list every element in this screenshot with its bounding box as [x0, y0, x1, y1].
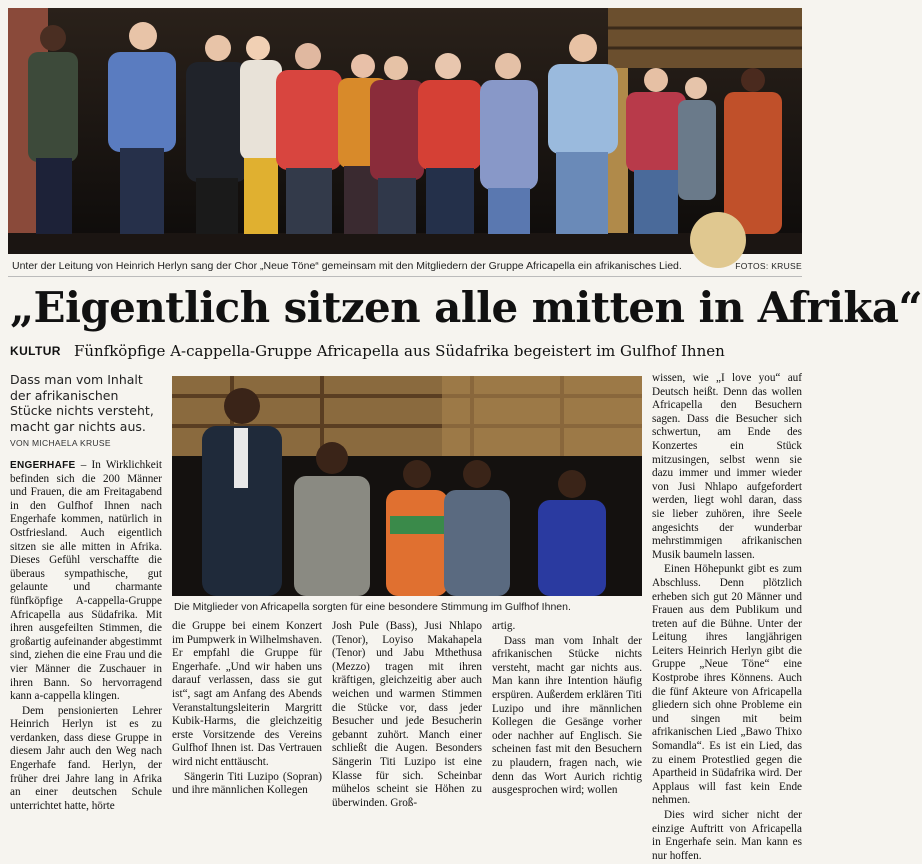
article-column-4	[492, 620, 642, 799]
rubric-label: KULTUR	[10, 343, 61, 358]
byline: VON MICHAELA KRUSE	[10, 438, 111, 448]
teaser: Dass man vom Inhalt der afrikanischen Stücke nichts versteht, macht gar nichts aus.	[10, 372, 154, 434]
article-column-5	[652, 372, 802, 864]
choir-photo	[8, 8, 802, 254]
africapella-photo-illustration	[172, 376, 642, 596]
headline: „Eigentlich sitzen alle mitten in Afrika“	[10, 283, 922, 332]
subline	[10, 340, 802, 360]
article-column-1	[10, 459, 162, 814]
choir-photo-caption: Unter der Leitung von Heinrich Herlyn sang der Chor „Neue Töne“ gemeinsam mit den Mitgliedern der Gruppe Africapella ein afrikanisches Lied.	[12, 260, 682, 272]
africapella-photo	[172, 376, 642, 596]
dateline: ENGERHAFE	[10, 460, 76, 471]
paragraph: Dass man vom Inhalt der afrikanischen Stücke nichts versteht, macht gar nichts aus. Man kann ihre Intention häufig erspüren. Außerdem erklären Titi Luzipo und ihre männlichen Kollegen die Gesänge vorher oder nachher auf Englisch. Sie scheinen fast mit den Besuchern zu plaudern, fragen nach, wie denn das Wort Aurich richtig ausgesprochen wird; wollen	[492, 634, 642, 797]
photo-credit: FOTOS: KRUSE	[735, 261, 802, 271]
paragraph: Dem pensionierten Lehrer Heinrich Herlyn ist es zu verdanken, dass diese Gruppe in diesem Jahr auch den Weg nach Engerhafe fand. Herlyn, der früher drei Jahre lang in Afrika an einer deutschen Schule unterrichtet hatte, hörte	[10, 704, 162, 812]
top-rule	[8, 276, 802, 277]
article-column-2	[172, 620, 322, 799]
article-column-3	[332, 620, 482, 811]
paragraph: Einen Höhepunkt gibt es zum Abschluss. Denn plötzlich erheben sich gut 20 Männer und Frauen aus dem Publikum und treten auf die Bühne. Unter der Leitung ihres langjährigen Leiters Heinrich Herlyn gibt die Gruppe „Neue Töne“ eine Kostprobe ihres Könnens. Auch die fünf Akteure von Africapella gliedern sich ohne Probleme ein und singen mit beim afrikanischen Lied „Bawo Thixo Somandla“. Es ist ein Lied, das zu einem Protestlied gegen die Apartheid in Südafrika wird. Der Applaus will fast kein Ende nehmen.	[652, 563, 802, 807]
paragraph-text: – In Wirklichkeit befinden sich die 200 Männer und Frauen, die am Freitagabend in den Gulfhof Ihnen nach Engerhafe kommen, natürlich in Ostfriesland. Auch eigentlich sitzen sie alle mitten in Afrika. Dieses Gefühl verschaffte die überaus sympathische, gut gelaunte und charmante fünfköpfige A-cappella-Gruppe Africapella aus Südafrika. Mit ihren ausgefeilten Stimmen, die großartig aufeinander abgestimmt sind, ziehen die eine Frau und die vier Männer die Zuschauer in ihren Bann. So hervorragend kann a-cappella klingen.	[10, 459, 162, 703]
paragraph: artig.	[492, 620, 516, 632]
paragraph: Josh Pule (Bass), Jusi Nhlapo (Tenor), Loyiso Makahapela (Tenor) und Jabu Mthethusa (Mezzo) tragen mit ihren kräftigen, gleichzeitig aber auch weichen und warmen Stimmen die Stücke vor, dass jeder Besucher und jede Besucherin gebannt zuhört. Manch einer schließt die Augen. Besonders Sängerin Titi Luzipo ist eine Klasse für sich. Scheinbar mühelos scheint sie Höhen zu überwinden. Groß-	[332, 620, 482, 809]
subtitle: Fünfköpfige A-cappella-Gruppe Africapella aus Südafrika begeistert im Gulfhof Ihnen	[73, 341, 725, 360]
paragraph: die Gruppe bei einem Konzert im Pumpwerk in Wilhelmshaven. Er empfahl die Gruppe für Engerhafe. „Und wir haben uns darauf verlassen, dass sie gut ist“, sagt am Anfang des Abends Veranstaltungsleiterin Margritt Kubik-Harms, die gleichzeitig erste Vorsitzende des Vereins Gulfhof Ihnen ist. Das Vertrauen wird nicht enttäuscht.	[172, 620, 322, 768]
paragraph: Dies wird sicher nicht der einzige Auftritt von Africapella in Engerhafe sein. Man kann es nur hoffen.	[652, 809, 802, 862]
choir-photo-illustration	[8, 8, 802, 254]
paragraph: Sängerin Titi Luzipo (Sopran) und ihre männlichen Kollegen	[172, 770, 322, 797]
paragraph: wissen, wie „I love you“ auf Deutsch heißt. Denn das wollen Africapella den Besuchern sagen. Dass die Besucher sich schwertun, am Ende des Konzertes ein Stück mitzusingen, selbst wenn sie dazu immer und immer wieder von Jusi Nhlapo aufgefordert werden, liegt wohl daran, dass sie lieber zuhören, ihre Seele angesichts der wunderbar mehrstimmigen afrikanischen Musik baumeln lassen.	[652, 372, 802, 561]
africapella-photo-caption: Die Mitglieder von Africapella sorgten für eine besondere Stimmung im Gulfhof Ihnen.	[174, 601, 571, 613]
paragraph	[10, 459, 162, 704]
